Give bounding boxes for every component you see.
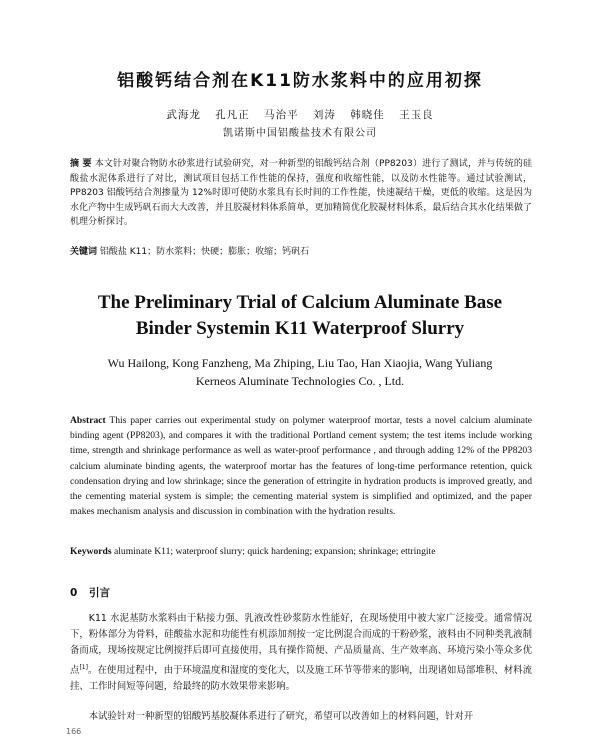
- english-title-line2: Binder Systemin K11 Waterproof Slurry: [135, 318, 465, 339]
- english-abstract-text: This paper carries out experimental study on polymer waterproof mortar, tests a novel calcium aluminate binding agent (PP8203), and compares it with the traditional Portland cement system; the test items include working time, strength and shrinkage performance as well as water-proof performance , and through adding 12% of the PP8203 calcium aluminate binding agents, the waterproof mortar has the features of long-time performance retention, quick condensation drying and low shrinkage; since the generation of ettringite in hydration products is improved greatly, and the cementing material system is simple; the cementing material system is simplified and optimized, and the paper makes mechanism analysis and discussion in combination with the hydration results.: [70, 415, 532, 518]
- chinese-affiliation: 凯诺斯中国铝酸盐技术有限公司: [223, 128, 377, 139]
- english-keywords: [70, 546, 532, 557]
- chinese-abstract-text: 本文针对聚合物防水砂浆进行试验研究，对一种新型的铝酸钙结合剂（PP8203）进行了测试，并与传统的硅酸盐水泥体系进行了对比，测试项目包括工作性能的保持，强度和收缩性能，以及防水性能等。通过试验测试，PP8203 铝酸钙结合剂掺量为 12%时即可使防水浆具有长时间的工作性能，快速凝结干燥，更低的收缩。这是因为水化产物中生成钙矾石而大大改善，并且胶凝材料体系简单，更加精简优化胶凝材料体系，最后结合其水化结果做了机理分析探讨。: [70, 159, 532, 228]
- chinese-title: 铝酸钙结合剂在K11防水浆料中的应用初探: [117, 71, 483, 91]
- chinese-keywords-text: 铝酸盐 K11；防水浆料；快硬；膨胀；收缩；钙矾石: [99, 247, 310, 257]
- introduction-paragraph: [70, 611, 532, 695]
- section-number: 0: [70, 587, 78, 599]
- english-keywords-label: Keywords: [70, 546, 112, 557]
- chinese-authors: 武海龙 孔凡正 马治平 刘涛 韩晓佳 王玉良: [166, 109, 434, 121]
- english-authors-block: [0, 354, 600, 390]
- section-heading: [70, 585, 110, 600]
- introduction-paragraph-2: 本试验针对一种新型的铝酸钙基胶凝体系进行了研究，希望可以改善如上的材料问题，针对开: [88, 711, 474, 722]
- english-title: [0, 290, 600, 342]
- chinese-keywords: [70, 244, 532, 257]
- english-keywords-text: aluminate K11; waterproof slurry; quick hardening; expansion; shrinkage; ettringite: [113, 546, 436, 557]
- citation-marker: [1]: [79, 663, 88, 671]
- english-authors: Wu Hailong, Kong Fanzheng, Ma Zhiping, Liu Tao, Han Xiaojia, Wang Yuliang: [107, 356, 493, 370]
- section-title: 引言: [88, 587, 110, 599]
- chinese-abstract-label: 摘 要: [70, 159, 92, 169]
- intro-text: K11 水泥基防水浆料由于粘接力强、乳液改性砂浆防水性能好，在现场使用中被大家广泛接受。通常情况下，粉体部分为骨料，硅酸盐水泥和功能性有机添加剂按一定比例混合而成的干粉砂浆，液料由不同种类乳液制备而成，现场按规定比例搅拌后即可直接使用，具有操作简便、产品质量高、生产效率高、环境污染小等众多优点: [70, 613, 532, 676]
- english-abstract: [70, 413, 532, 519]
- page-number: 166: [66, 727, 82, 736]
- chinese-keywords-label: 关键词: [70, 247, 98, 257]
- english-affiliation: Kerneos Aluminate Technologies Co. , Ltd.: [195, 374, 405, 388]
- english-title-line1: The Preliminary Trial of Calcium Aluminate Base: [97, 292, 503, 313]
- chinese-abstract: [70, 157, 532, 230]
- intro-text-end: 。在使用过程中，由于环境温度和湿度的变化大，以及施工环节等带来的影响，出现诸如局部堆积、材料流挂、工作时间短等问题，给最终的防水效果带来影响。: [70, 664, 532, 692]
- english-abstract-label: Abstract: [70, 415, 106, 426]
